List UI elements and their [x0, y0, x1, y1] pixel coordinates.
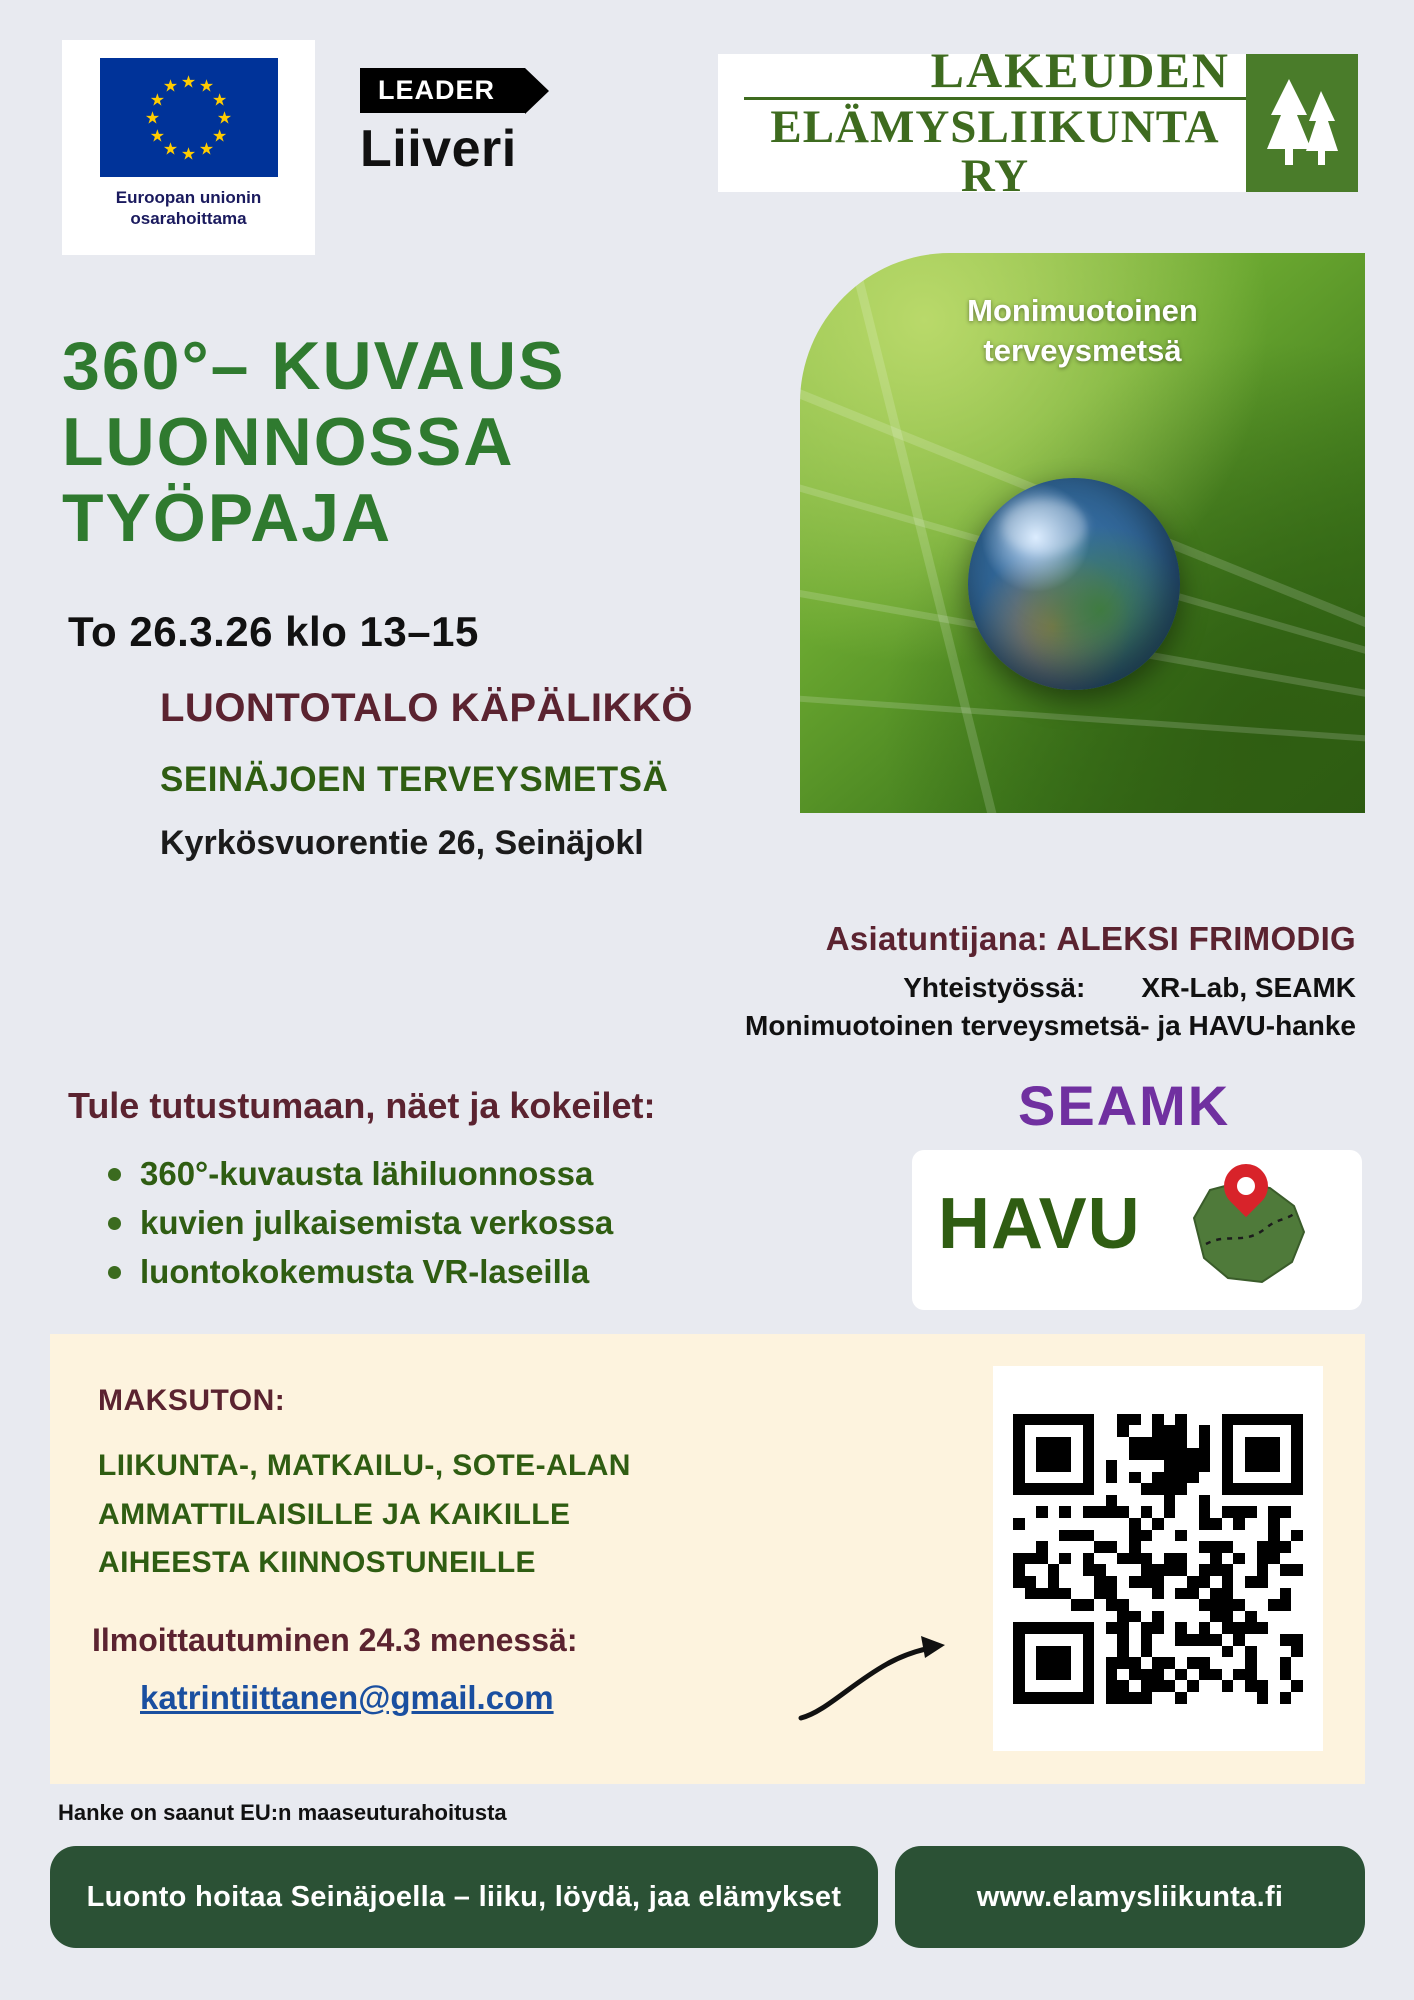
signup-deadline: Ilmoittautuminen 24.3 menessä:: [92, 1622, 578, 1658]
lakeuden-logo-text: [718, 41, 1246, 202]
eu-flag-icon: ★ ★ ★ ★ ★ ★ ★ ★ ★ ★ ★ ★: [100, 58, 278, 177]
lakeuden-line1: LAKEUDEN: [744, 45, 1246, 100]
leader-logo: [360, 68, 580, 179]
expert-line: Asiatuntijana: ALEKSI FRIMODIG: [825, 920, 1356, 957]
registration-panel: [50, 1334, 1365, 1784]
eu-logo: [62, 40, 315, 255]
lakeuden-line2: ELÄMYSLIIKUNTA RY: [770, 100, 1220, 202]
free-label: MAKSUTON:: [98, 1384, 286, 1417]
earth-globe-image: [968, 478, 1180, 690]
cooperation-line-2: Monimuotoinen terveysmetsä- ja HAVU-hanke: [745, 1010, 1356, 1041]
eu-caption-line1: Euroopan unionin: [115, 188, 262, 207]
program-list: [96, 1150, 613, 1296]
footer-website: www.elamysliikunta.fi: [976, 1880, 1284, 1913]
leader-tag: LEADER: [360, 68, 525, 113]
leaf-vein: [800, 693, 1365, 752]
leader-name: Liiveri: [360, 120, 517, 178]
list-item: luontokokemusta VR-laseilla: [140, 1248, 613, 1297]
lakeuden-elamysliikunta-logo: [718, 41, 1358, 202]
footer-slogan: Luonto hoitaa Seinäjoella – liiku, löydä, jaa elämykset: [86, 1880, 842, 1913]
pine-trees-icon: [1246, 54, 1358, 192]
page-title: [62, 328, 782, 556]
signup-email-link[interactable]: katrintiittanen@gmail.com: [140, 1679, 554, 1716]
qr-code[interactable]: [993, 1366, 1323, 1751]
cooperation-value: XR-Lab, SEAMK: [1141, 972, 1356, 1003]
program-intro: Tule tutustumaan, näet ja kokeilet:: [68, 1085, 656, 1126]
havu-logo: [912, 1150, 1362, 1310]
leaf-hero-image: [800, 253, 1365, 813]
eu-caption-line2: osarahoittama: [130, 209, 247, 229]
headline-line3: TYÖPAJA: [62, 480, 393, 557]
event-address: Kyrkösvuorentie 26, Seinäjokl: [160, 824, 644, 862]
event-venue-name: LUONTOTALO KÄPÄLIKKÖ: [160, 686, 693, 730]
eu-logo-caption: [116, 187, 261, 230]
event-venue-area: SEINÄJOEN TERVEYSMETSÄ: [160, 760, 669, 799]
funding-note: Hanke on saanut EU:n maaseuturahoitusta: [58, 1800, 507, 1825]
headline-line2: LUONNOSSA: [62, 404, 515, 481]
leaf-caption: [800, 291, 1365, 372]
footer-website-bar[interactable]: [895, 1846, 1365, 1948]
region-map-with-pin-icon: [1166, 1166, 1336, 1296]
cooperation-label: Yhteistyössä:: [903, 972, 1086, 1003]
target-audience: [98, 1442, 631, 1588]
cooperation-line-1: [903, 972, 1356, 1004]
target-line1: LIIKUNTA-, MATKAILU-, SOTE-ALAN: [98, 1449, 631, 1482]
havu-logo-text: HAVU: [938, 1184, 1141, 1264]
list-item: 360°-kuvausta lähiluonnossa: [140, 1150, 613, 1199]
leaf-caption-line2: terveysmetsä: [983, 333, 1182, 369]
target-line3: AIHEESTA KIINNOSTUNEILLE: [98, 1546, 536, 1580]
leaf-caption-line1: Monimuotoinen: [967, 293, 1198, 328]
list-item: kuvien julkaisemista verkossa: [140, 1199, 613, 1248]
event-date: To 26.3.26 klo 13–15: [68, 608, 479, 655]
footer-slogan-bar: [50, 1846, 878, 1948]
seamk-logo: SEAMK: [1018, 1074, 1231, 1137]
qr-code-image: [1013, 1414, 1303, 1704]
curved-arrow-icon: [795, 1614, 955, 1724]
headline-line1: 360°– KUVAUS: [62, 328, 566, 404]
logo-row: [0, 34, 1414, 264]
target-line2: AMMATTILAISILLE JA KAIKILLE: [98, 1497, 571, 1531]
